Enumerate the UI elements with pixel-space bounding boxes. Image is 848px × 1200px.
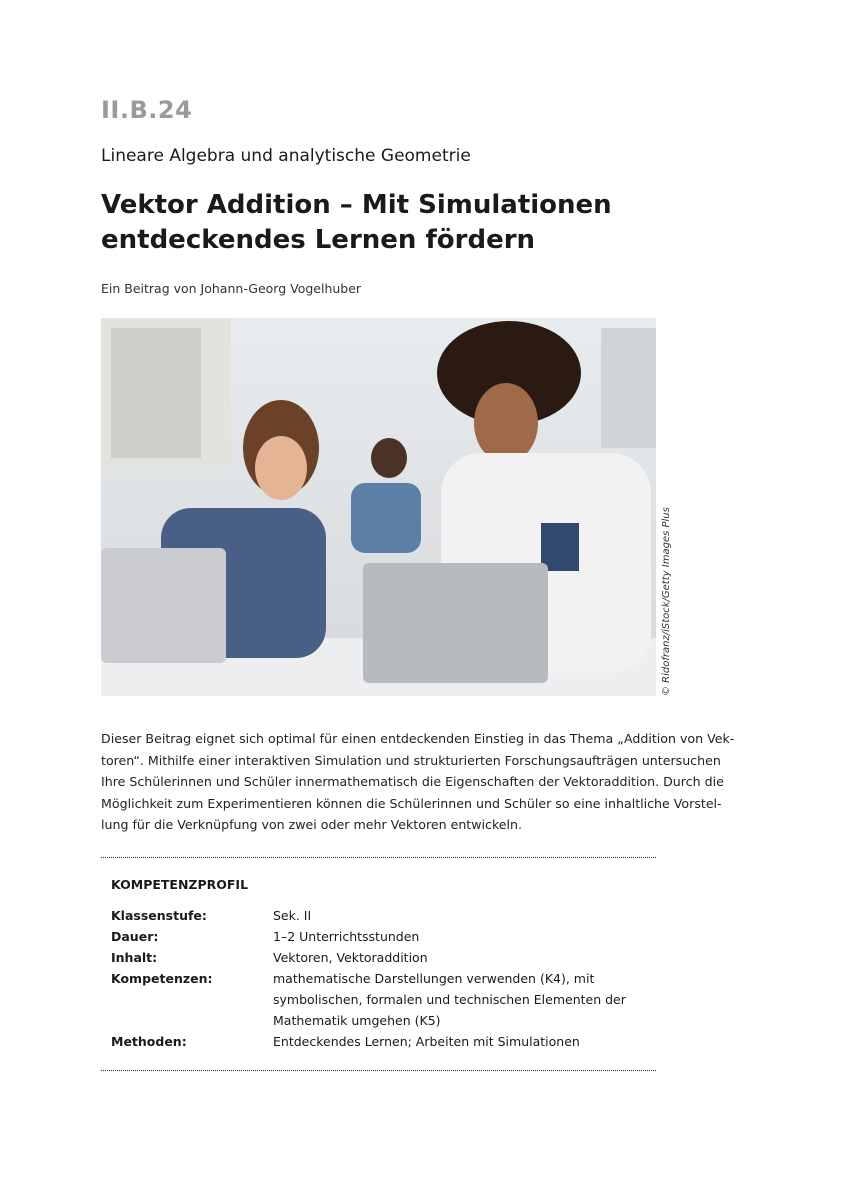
intro-line: toren“. Mithilfe einer interaktiven Simulation und strukturierten Forschungsaufträgen untersuchen — [101, 752, 721, 768]
profile-row — [111, 968, 651, 1031]
students-photo — [101, 318, 656, 696]
intro-paragraph — [101, 728, 735, 836]
profile-label: Dauer: — [111, 929, 159, 944]
page-title — [101, 188, 612, 258]
profile-value: mathematische Darstellungen verwenden (K4), mit symbolischen, formalen und technischen Elementen der Mathematik umgehen (K5) — [273, 971, 626, 1028]
profile-value: Entdeckendes Lernen; Arbeiten mit Simulationen — [273, 1034, 580, 1049]
competence-profile — [111, 905, 651, 1052]
divider — [101, 1070, 656, 1071]
profile-row — [111, 926, 651, 947]
subject-heading: Lineare Algebra und analytische Geometrie — [101, 146, 471, 166]
title-line: Vektor Addition – Mit Simulationen — [101, 190, 612, 220]
profile-value: Vektoren, Vektoraddition — [273, 950, 428, 965]
title-line: entdeckendes Lernen fördern — [101, 225, 536, 255]
profile-heading: KOMPETENZPROFIL — [111, 877, 249, 892]
profile-row — [111, 905, 651, 926]
divider — [101, 857, 656, 858]
profile-value: Sek. II — [273, 908, 312, 923]
profile-label: Kompetenzen: — [111, 971, 213, 986]
profile-label: Klassenstufe: — [111, 908, 207, 923]
profile-label: Methoden: — [111, 1034, 187, 1049]
profile-row — [111, 947, 651, 968]
intro-line: Möglichkeit zum Experimentieren können die Schülerinnen und Schüler so eine inhaltliche Vorstel- — [101, 795, 722, 811]
profile-value: 1–2 Unterrichtsstunden — [273, 929, 420, 944]
profile-label: Inhalt: — [111, 950, 158, 965]
intro-line: Dieser Beitrag eignet sich optimal für einen entdeckenden Einstieg in das Thema „Addition von Vek- — [101, 731, 735, 746]
module-code: II.B.24 — [101, 96, 193, 124]
profile-row — [111, 1031, 651, 1052]
author-line: Ein Beitrag von Johann-Georg Vogelhuber — [101, 281, 362, 296]
intro-line: lung für die Verknüpfung von zwei oder mehr Vektoren entwickeln. — [101, 817, 523, 833]
photo-credit: © Ridofranz/iStock/Getty Images Plus — [661, 507, 672, 696]
intro-line: Ihre Schülerinnen und Schüler innermathematisch die Eigenschaften der Vektoraddition. Durch die — [101, 774, 724, 790]
